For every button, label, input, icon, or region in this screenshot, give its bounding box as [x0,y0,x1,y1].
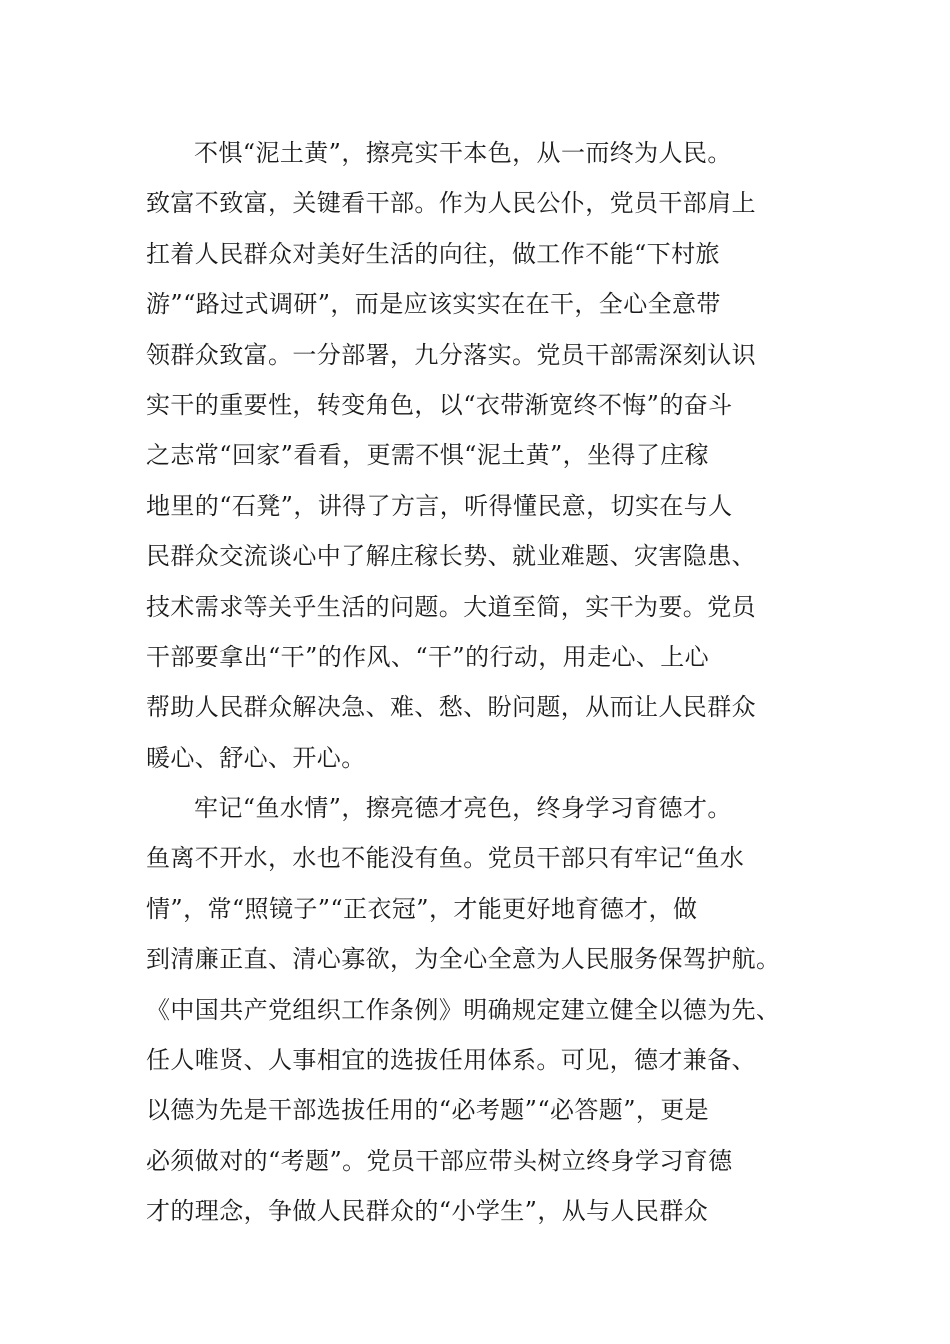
paragraph-1-line-2: 致富不致富，关键看干部。作为人民公仆，党员干部肩上 [146,189,756,218]
paragraph-1-line-4: 游”“路过式调研”，而是应该实实在在干，全心全意带 [146,290,721,319]
paragraph-1-line-5: 领群众致富。一分部署，九分落实。党员干部需深刻认识 [146,340,756,369]
paragraph-1-line-13: 暖心、舒心、开心。 [146,743,366,772]
paragraph-1-line-1: 不惧“泥土黄”，擦亮实干本色，从一而终为人民。 [194,139,732,167]
paragraph-1-line-10: 技术需求等关乎生活的问题。大道至简，实干为要。党员 [146,592,756,621]
paragraph-2-line-6: 任人唯贤、人事相宜的选拔任用体系。可见，德才兼备、 [146,1046,756,1075]
paragraph-1-line-7: 之志常“回家”看看，更需不惧“泥土黄”，坐得了庄稼 [146,441,710,470]
paragraph-2-line-2: 鱼离不开水，水也不能没有鱼。党员干部只有牢记“鱼水 [146,844,745,873]
paragraph-2-line-1: 牢记“鱼水情”，擦亮德才亮色，终身学习育德才。 [194,794,732,823]
paragraph-2-line-9: 才的理念，争做人民群众的“小学生”，从与人民群众 [146,1197,709,1226]
paragraph-2-line-8: 必须做对的“考题”。党员干部应带头树立终身学习育德 [146,1146,733,1175]
paragraph-1-line-9: 民群众交流谈心中了解庄稼长势、就业难题、灾害隐患、 [146,542,756,571]
paragraph-1-line-6: 实干的重要性，转变角色，以“衣带渐宽终不悔”的奋斗 [146,390,733,419]
paragraph-1-line-3: 扛着人民群众对美好生活的向往，做工作不能“下村旅 [146,239,720,268]
paragraph-2-line-4: 到清廉正直、清心寡欲，为全心全意为人民服务保驾护航。 [146,945,781,974]
paragraph-2-line-5: 《中国共产党组织工作条例》明确规定建立健全以德为先、 [146,995,781,1024]
paragraph-1-line-8: 地里的“石凳”，讲得了方言，听得懂民意，切实在与人 [146,491,733,520]
body-text [146,128,806,1237]
paragraph-1-line-11: 干部要拿出“干”的作风、“干”的行动，用走心、上心 [146,642,710,671]
paragraph-1-line-12: 帮助人民群众解决急、难、愁、盼问题，从而让人民群众 [146,693,756,722]
paragraph-2-line-7: 以德为先是干部选拔任用的“必考题”“必答题”，更是 [146,1096,710,1125]
paragraph-2-line-3: 情”，常“照镜子”“正衣冠”，才能更好地育德才，做 [146,894,698,923]
